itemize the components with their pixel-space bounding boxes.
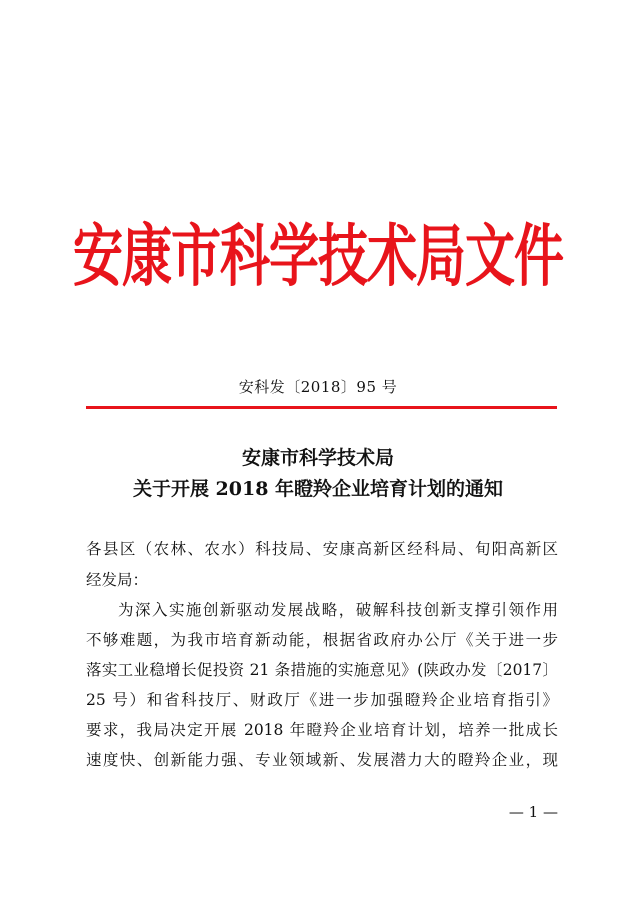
paragraph-line: 要求，我局决定开展 2018 年瞪羚企业培育计划，培养一批成长 [86,721,558,739]
paragraph-line: 不够难题，为我市培育新动能，根据省政府办公厅《关于进一步 [86,631,558,649]
paragraph-line: 25 号）和省科技厅、财政厅《进一步加强瞪羚企业培育指引》 [86,691,558,709]
masthead-title: 安康市科学技术局文件 [73,215,563,296]
paragraph-line: 速度快、创新能力强、专业领域新、发展潜力大的瞪羚企业，现 [86,751,558,769]
paragraph-line: 落实工业稳增长促投资 21 条措施的实施意见》(陕政办发〔2017〕 [86,661,558,679]
document-number: 安科发〔2018〕95 号 [238,378,398,396]
page-number: — 1 — [508,803,558,821]
paragraph-line: 为深入实施创新驱动发展战略，破解科技创新支撑引领作用 [118,601,558,619]
addressee-line-1: 各县区（农林、农水）科技局、安康高新区经科局、旬阳高新区 [86,540,558,558]
notice-title-subject: 关于开展 2018 年瞪羚企业培育计划的通知 [132,478,504,500]
notice-title-issuer: 安康市科学技术局 [241,447,394,469]
red-divider-line [86,406,557,409]
addressee-line-2: 经发局： [86,571,149,589]
